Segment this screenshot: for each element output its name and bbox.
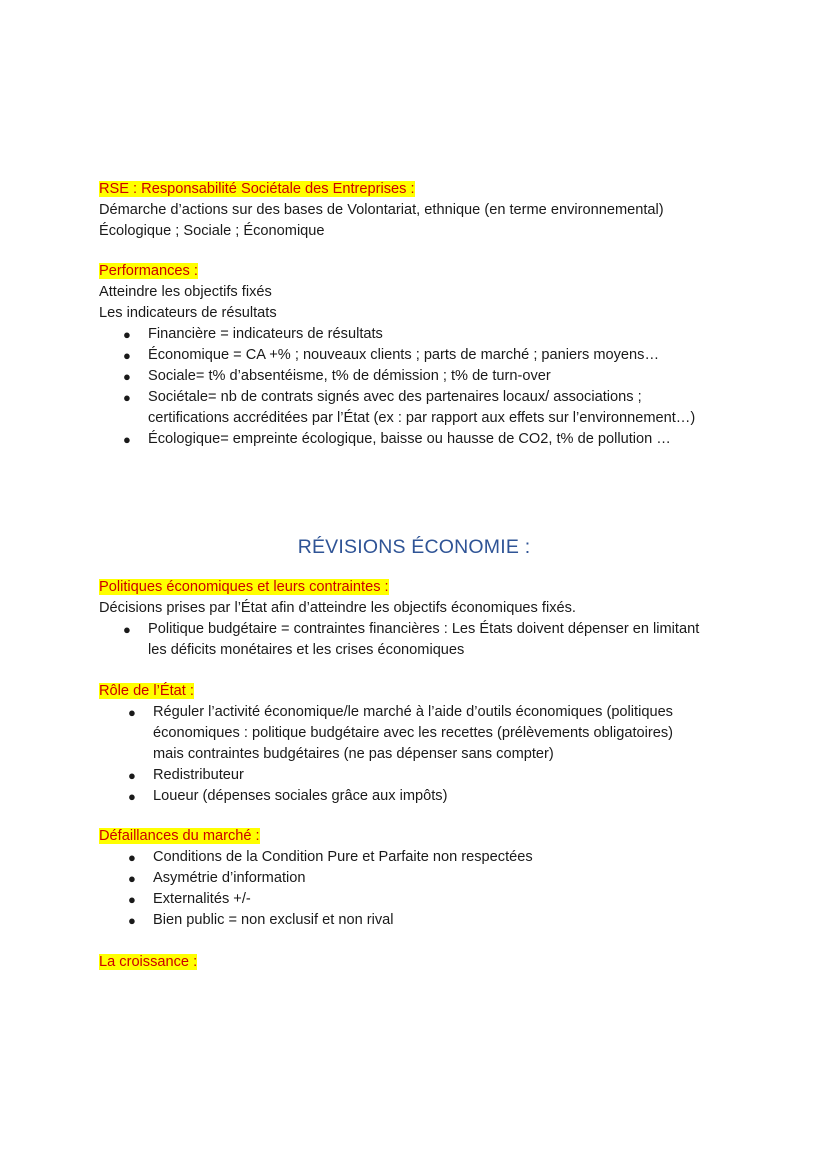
performances-heading: Performances :	[99, 263, 198, 279]
role-etat-list	[99, 702, 759, 807]
rse-line: Écologique ; Sociale ; Économique	[99, 223, 325, 239]
bullet-icon: ●	[123, 432, 131, 447]
bullet-icon: ●	[128, 850, 136, 865]
rse-heading: RSE : Responsabilité Sociétale des Entreprises :	[99, 181, 415, 197]
list-item: ● Sociétale= nb de contrats signés avec des partenaires locaux/ associations ; certifications accréditées par l’État (ex : par rapport aux effets sur l’environnement…)	[123, 389, 696, 426]
performances-line: Atteindre les objectifs fixés	[99, 284, 272, 300]
list-item: ● Économique = CA +% ; nouveaux clients ; parts de marché ; paniers moyens…	[99, 345, 759, 366]
section-defaillances	[99, 826, 759, 931]
page-title: RÉVISIONS ÉCONOMIE :	[297, 536, 531, 558]
list-item: ● Asymétrie d’information	[99, 868, 759, 889]
list-item: ● Bien public = non exclusif et non rival	[99, 910, 759, 931]
list-item: ● Sociale= t% d’absentéisme, t% de démission ; t% de turn-over	[99, 366, 759, 387]
section-rse	[99, 179, 759, 242]
section-politiques	[99, 577, 759, 661]
list-item: ● Externalités +/-	[99, 889, 759, 910]
bullet-icon: ●	[123, 327, 131, 342]
politiques-line: Décisions prises par l’État afin d’atteindre les objectifs économiques fixés.	[99, 600, 576, 616]
bullet-icon: ●	[123, 369, 131, 384]
politiques-list	[99, 619, 759, 661]
defaillances-heading: Défaillances du marché :	[99, 828, 260, 844]
politiques-heading: Politiques économiques et leurs contraintes :	[99, 579, 389, 595]
bullet-icon: ●	[123, 348, 131, 363]
list-item: ● Financière = indicateurs de résultats	[99, 324, 759, 345]
bullet-icon: ●	[128, 892, 136, 907]
croissance-heading: La croissance :	[99, 954, 198, 970]
performances-line: Les indicateurs de résultats	[99, 305, 277, 321]
list-item: ● Politique budgétaire = contraintes financières : Les États doivent dépenser en limitant les déficits monétaires et les crises économiques	[123, 621, 700, 658]
list-item: ● Conditions de la Condition Pure et Parfaite non respectées	[99, 847, 759, 868]
bullet-icon: ●	[128, 705, 136, 720]
performances-list	[99, 324, 759, 450]
bullet-icon: ●	[123, 622, 131, 637]
bullet-icon: ●	[128, 768, 136, 783]
list-item: ● Écologique= empreinte écologique, baisse ou hausse de CO2, t% de pollution …	[99, 429, 759, 450]
list-item: ● Loueur (dépenses sociales grâce aux impôts)	[99, 786, 759, 807]
section-performances	[99, 261, 759, 450]
defaillances-list	[99, 847, 759, 931]
section-role-etat	[99, 681, 759, 807]
bullet-icon: ●	[128, 789, 136, 804]
list-item: ● Redistributeur	[99, 765, 759, 786]
section-croissance	[99, 952, 759, 973]
role-etat-heading: Rôle de l’État :	[99, 683, 194, 699]
bullet-icon: ●	[128, 913, 136, 928]
list-item: ● Réguler l’activité économique/le marché à l’aide d’outils économiques (politiques économiques : politique budgétaire avec les recettes (prélèvements obligatoires) mais contraintes budgétaires (ne pas dépenser sans compter)	[128, 704, 673, 762]
bullet-icon: ●	[123, 390, 131, 405]
rse-line: Démarche d’actions sur des bases de Volontariat, ethnique (en terme environnemental)	[99, 202, 664, 218]
bullet-icon: ●	[128, 871, 136, 886]
